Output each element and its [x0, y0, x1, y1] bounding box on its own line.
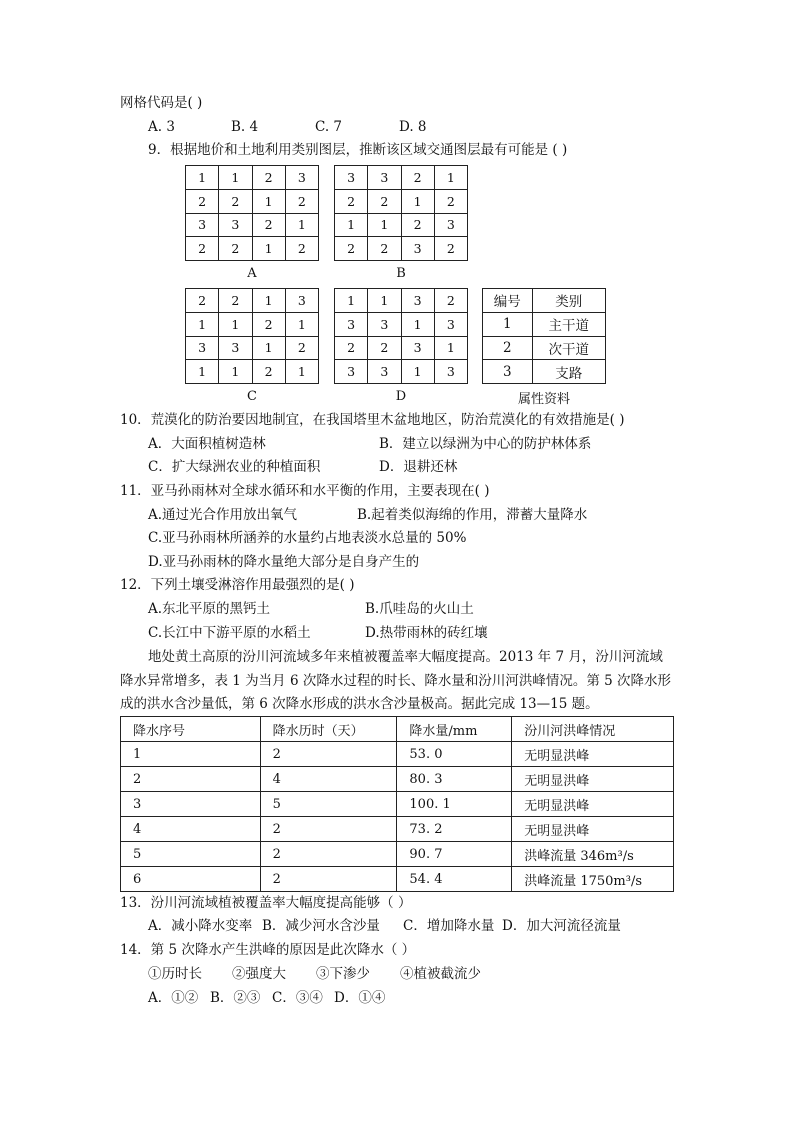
- q11-option-c: C.亚马孙雨林所涵养的水量约占地表淡水总量的 50%: [148, 530, 467, 546]
- q8-option-d: D. 8: [399, 119, 427, 135]
- q11-stem: 11．亚马孙雨林对全球水循环和水平衡的作用，主要表现在( ): [120, 483, 490, 499]
- q13-option-c: C．增加降水量: [403, 918, 495, 934]
- passage-line-3: 成的洪水含沙量低，第 6 次降水形成的洪水含沙量极高。据此完成 13—15 题。: [120, 696, 599, 712]
- q12-stem: 12．下列土壤受淋溶作用最强烈的是( ): [120, 577, 355, 593]
- q14-item-2: ②强度大: [232, 966, 286, 982]
- q11-option-a: A.通过光合作用放出氧气: [148, 507, 298, 523]
- rainfall-table: [120, 716, 674, 892]
- passage-line-1: 地处黄土高原的汾川河流域多年来植被覆盖率大幅度提高。2013 年 7 月，汾川河流域: [148, 649, 663, 665]
- q8-option-c: C. 7: [315, 119, 343, 135]
- q14-option-c: C．③④: [272, 990, 323, 1006]
- table-row: 1 2 53. 0 无明显洪峰: [121, 742, 674, 767]
- q14-item-3: ③下渗少: [316, 966, 370, 982]
- q13-option-d: D．加大河流径流量: [502, 918, 621, 934]
- grid-c: 2 2 1 3 1 1 2 1 3 3 1 2 1 1 2 1: [185, 288, 319, 384]
- grid-a: 1 1 2 3 2 2 1 2 3 3 2 1 2 2 1 2: [185, 165, 319, 261]
- attribute-table-caption: 属性资料: [517, 392, 570, 407]
- q10-option-c: C．扩大绿洲农业的种植面积: [148, 459, 321, 475]
- passage-line-2: 降水异常增多，表 1 为当月 6 次降水过程的时长、降水量和汾川河洪峰情况。第 5 次降水形: [120, 673, 672, 689]
- q10-stem: 10．荒漠化的防治要因地制宜，在我国塔里木盆地地区，防治荒漠化的有效措施是( ): [120, 412, 625, 428]
- table-row: 6 2 54. 4 洪峰流量 1750m³/s: [121, 867, 674, 892]
- grid-d: 1 1 3 2 3 3 1 3 2 2 3 1 3 3 1 3: [334, 288, 468, 384]
- q8-option-a: A. 3: [148, 119, 175, 135]
- q12-option-d: D.热带雨林的砖红壤: [365, 625, 488, 641]
- q14-item-4: ④植被截流少: [400, 966, 481, 982]
- q14-option-a: A．①②: [148, 990, 199, 1006]
- table-row: 4 2 73. 2 无明显洪峰: [121, 817, 674, 842]
- grid-c-label: C: [247, 389, 257, 404]
- q13-option-b: B．减少河水含沙量: [262, 918, 380, 934]
- q13-stem: 13．汾川河流域植被覆盖率大幅度提高能够（ ）: [120, 895, 412, 911]
- grid-b: 3 3 2 1 2 2 1 2 1 1 2 3 2 2 3 2: [334, 165, 468, 261]
- grid-d-label: D: [395, 389, 407, 404]
- q12-option-a: A.东北平原的黑钙土: [148, 601, 271, 617]
- q10-option-b: B．建立以绿洲为中心的防护林体系: [379, 436, 592, 452]
- q10-option-a: A．大面积植树造林: [148, 436, 266, 452]
- table-row: 降水序号 降水历时（天） 降水量/mm 汾川河洪峰情况: [121, 717, 674, 742]
- table-row: 3 5 100. 1 无明显洪峰: [121, 792, 674, 817]
- q14-option-b: B．②③: [210, 990, 261, 1006]
- table-row: 5 2 90. 7 洪峰流量 346m³/s: [121, 842, 674, 867]
- grid-b-label: B: [396, 266, 406, 281]
- q10-option-d: D．退耕还林: [379, 459, 458, 475]
- q14-stem: 14．第 5 次降水产生洪峰的原因是此次降水（ ）: [120, 942, 416, 958]
- q8-option-b: B. 4: [231, 119, 259, 135]
- q9-stem: 9．根据地价和土地利用类别图层，推断该区域交通图层最有可能是 ( ): [148, 142, 568, 158]
- q12-option-b: B.爪哇岛的火山土: [365, 601, 474, 617]
- attribute-table: 编号 类别 1 主干道 2 次干道 3 支路: [482, 288, 606, 384]
- q8-tail: 网格代码是( ): [120, 95, 203, 111]
- q12-option-c: C.长江中下游平原的水稻土: [148, 625, 311, 641]
- q13-option-a: A．减小降水变率: [148, 918, 253, 934]
- q11-option-b: B.起着类似海绵的作用，滞蓄大量降水: [357, 507, 588, 523]
- table-row: 2 4 80. 3 无明显洪峰: [121, 767, 674, 792]
- q11-option-d: D.亚马孙雨林的降水量绝大部分是自身产生的: [148, 554, 420, 570]
- q14-item-1: ①历时长: [148, 966, 202, 982]
- q14-option-d: D．①④: [334, 990, 386, 1006]
- grid-a-label: A: [247, 266, 257, 281]
